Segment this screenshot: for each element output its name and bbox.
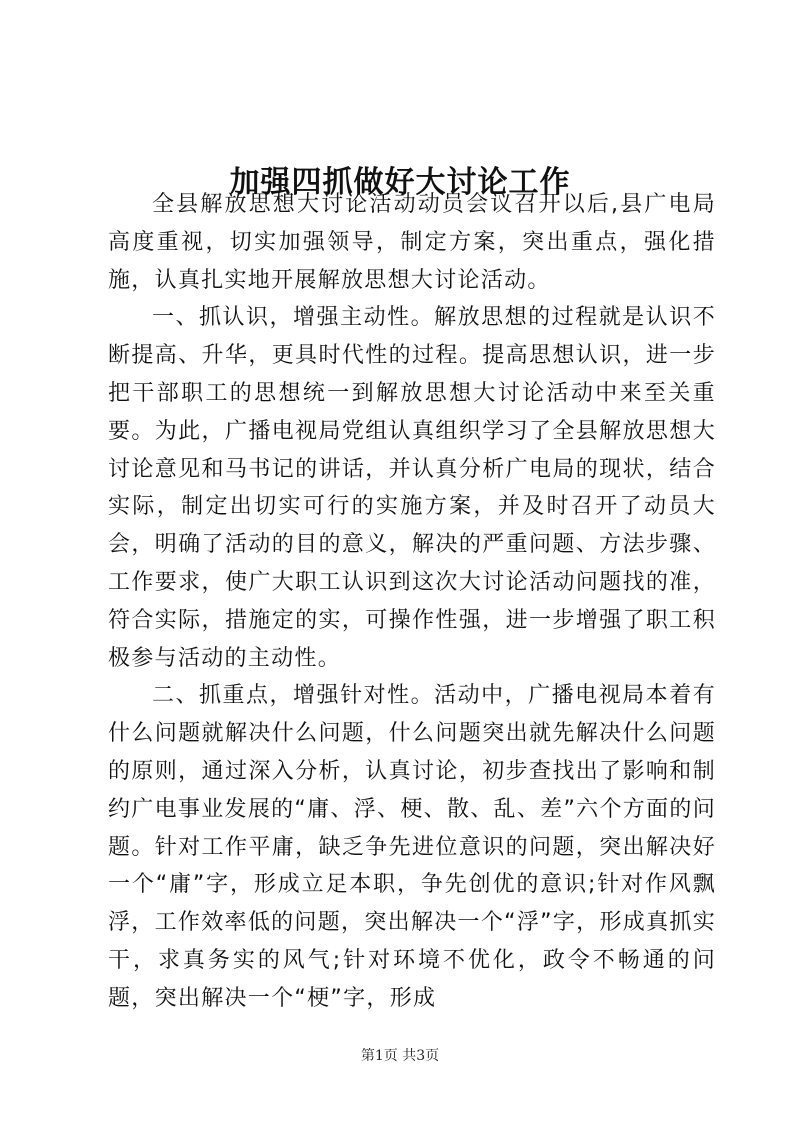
paragraph-section-2: 二、抓重点，增强针对性。活动中，广播电视局本着有什么问题就解决什么问题，什么问题突出就先解决什么问题的原则，通过深入分析，认真讨论，初步查找出了影响和制约广电事业发展的“庸、浮、梗、散、乱、差”六个方面的问题。针对工作平庸，缺乏争先进位意识的问题，突出解决好一个“庸”字，形成立足本职，争先创优的意识;针对作风飘浮，工作效率低的问题，突出解决一个“浮”字，形成真抓实干，求真务实的风气;针对环境不优化，政令不畅通的问题，突出解决一个“梗”字，形成	[108, 683, 716, 1011]
page-footer: 第1页 共3页	[360, 1048, 440, 1064]
paragraph-intro: 全县解放思想大讨论活动动员会议召开以后,县广电局高度重视，切实加强领导，制定方案，突出重点，强化措施，认真扎实地开展解放思想大讨论活动。	[108, 192, 716, 293]
document-title: 加强四抓做好大讨论工作	[229, 165, 571, 201]
paragraph-section-1: 一、抓认识，增强主动性。解放思想的过程就是认识不断提高、升华，更具时代性的过程。提高思想认识，进一步把干部职工的思想统一到解放思想大讨论活动中来至关重要。为此，广播电视局党组认真组织学习了全县解放思想大讨论意见和马书记的讲话，并认真分析广电局的现状，结合实际，制定出切实可行的实施方案，并及时召开了动员大会，明确了活动的目的意义，解决的严重问题、方法步骤、工作要求，使广大职工认识到这次大讨论活动问题找的准，符合实际，措施定的实，可操作性强，进一步增强了职工积极参与活动的主动性。	[108, 305, 716, 671]
document-body	[108, 186, 716, 1018]
